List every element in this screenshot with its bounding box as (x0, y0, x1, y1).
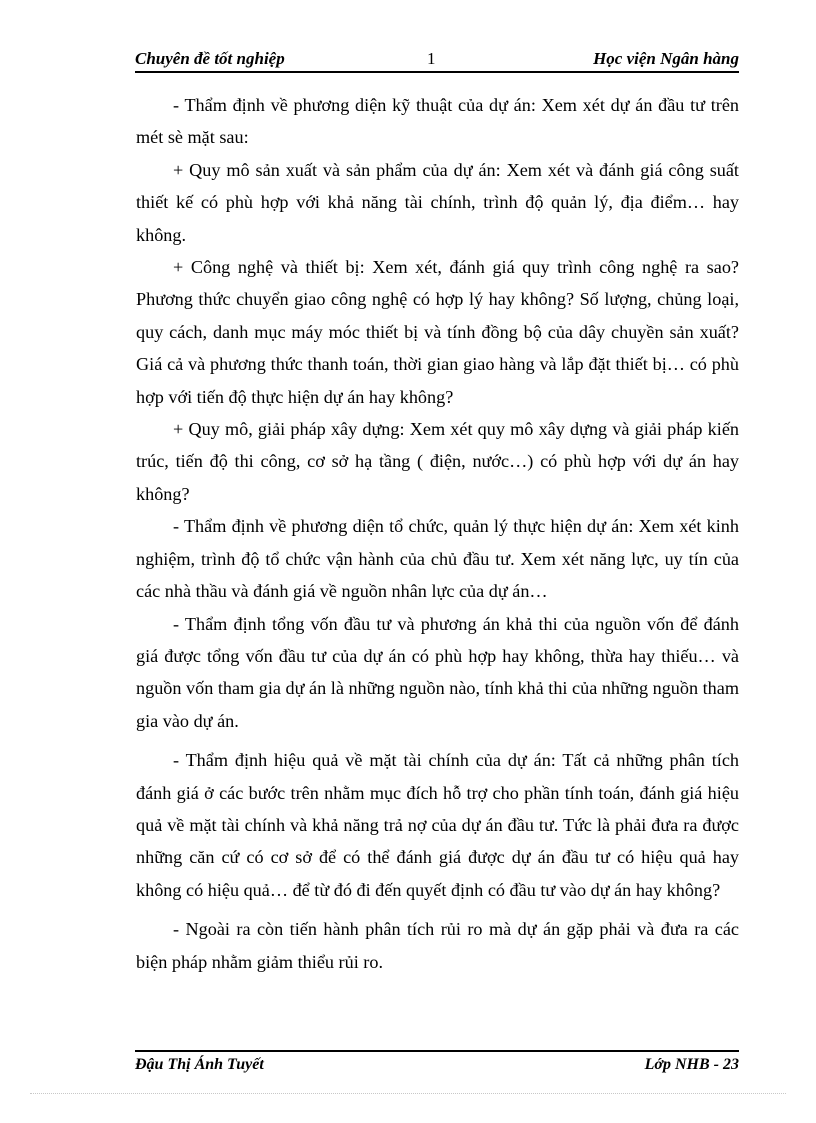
footer-class: Lớp NHB - 23 (644, 1056, 739, 1073)
footer-author: Đậu Thị Ánh Tuyết (135, 1056, 264, 1073)
page-header (135, 47, 739, 73)
header-institution: Học viện Ngân hàng (593, 49, 739, 68)
document-body (136, 89, 739, 978)
paragraph-financial-efficiency: - Thẩm định hiệu quả về mặt tài chính của dự án: Tất cả những phân tích đánh giá ở các bước trên nhằm mục đích hỗ trợ cho phần tính toán, đánh giá hiệu quả về mặt tài chính và khả năng trả nợ của dự án đầu tư. Tức là phải đưa ra được những căn cứ có cơ sở để có thể đánh giá được dự án đầu tư có hiệu quả hay không có hiệu quả… để từ đó đi đến quyết định có đầu tư vào dự án hay không? (136, 750, 739, 900)
page-bottom-divider (30, 1093, 786, 1094)
paragraph-technical-appraisal: - Thẩm định về phương diện kỹ thuật của dự án: Xem xét dự án đầu tư trên mét sè mặt sau: (136, 95, 739, 148)
paragraph-organization-management: - Thẩm định về phương diện tổ chức, quản lý thực hiện dự án: Xem xét kinh nghiệm, trình độ tổ chức vận hành của chủ đầu tư. Xem xét năng lực, uy tín của các nhà thầu và đánh giá về nguồn nhân lực của dự án… (136, 516, 739, 602)
header-page-number: 1 (427, 49, 436, 68)
paragraph-risk-analysis: - Ngoài ra còn tiến hành phân tích rủi ro mà dự án gặp phải và đưa ra các biện pháp nhằm giảm thiểu rủi ro. (136, 919, 739, 972)
paragraph-capital-appraisal: - Thẩm định tổng vốn đầu tư và phương án khả thi của nguồn vốn để đánh giá được tổng vốn đầu tư của dự án có phù hợp hay không, thừa hay thiếu… và nguồn vốn tham gia dự án là những nguồn nào, tính khả thi của những nguồn tham gia vào dự án. (136, 613, 739, 731)
page-footer (135, 1050, 739, 1073)
paragraph-construction-solution: + Quy mô, giải pháp xây dựng: Xem xét quy mô xây dựng và giải pháp kiến trúc, tiến độ thi công, cơ sở hạ tầng ( điện, nước…) có phù hợp với dự án hay không? (136, 419, 739, 504)
paragraph-technology-equipment: + Công nghệ và thiết bị: Xem xét, đánh giá quy trình công nghệ ra sao? Phương thức chuyển giao công nghệ có hợp lý hay không? Số lượng, chủng loại, quy cách, danh mục máy móc thiết bị và tính đồng bộ của dây chuyền sản xuất? Giá cả và phương thức thanh toán, thời gian giao hàng và lắp đặt thiết bị… có phù hợp với tiến độ thực hiện dự án hay không? (136, 257, 739, 407)
paragraph-production-scale: + Quy mô sản xuất và sản phẩm của dự án: Xem xét và đánh giá công suất thiết kế có phù hợp với khả năng tài chính, trình độ quản lý, địa điểm… hay không. (136, 159, 739, 245)
header-document-title: Chuyên đề tốt nghiệp (135, 49, 285, 68)
